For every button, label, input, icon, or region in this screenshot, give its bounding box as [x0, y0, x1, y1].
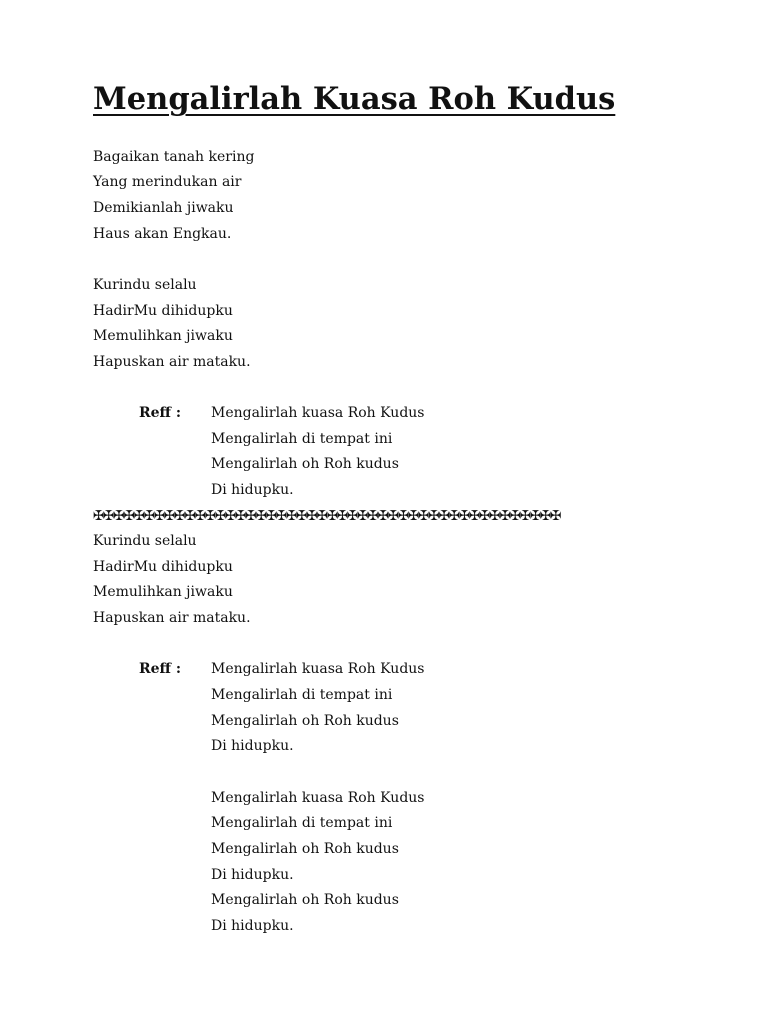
- verse3-line-1: Kurindu selalu: [93, 533, 197, 549]
- reff3-line-4: Di hidupku.: [211, 867, 294, 883]
- reff3-line-5: Mengalirlah oh Roh kudus: [211, 892, 399, 908]
- reff-label: Reff :: [139, 661, 182, 677]
- reff1-line-3: Mengalirlah oh Roh kudus: [211, 456, 399, 472]
- verse2-line-3: Memulihkan jiwaku: [93, 328, 233, 344]
- reff1-line-4: Di hidupku.: [211, 482, 294, 498]
- verse3-line-2: HadirMu dihidupku: [93, 559, 233, 575]
- verse2-line-4: Hapuskan air mataku.: [93, 354, 251, 370]
- reff1-line-1: Mengalirlah kuasa Roh Kudus: [211, 405, 425, 421]
- reff3-line-2: Mengalirlah di tempat ini: [211, 815, 393, 831]
- verse1-line-4: Haus akan Engkau.: [93, 226, 232, 242]
- reff3-line-1: Mengalirlah kuasa Roh Kudus: [211, 790, 425, 806]
- reff2-line-4: Di hidupku.: [211, 738, 294, 754]
- reff2-line-1: Mengalirlah kuasa Roh Kudus: [211, 661, 425, 677]
- reff2-line-3: Mengalirlah oh Roh kudus: [211, 713, 399, 729]
- verse3-line-3: Memulihkan jiwaku: [93, 584, 233, 600]
- verse2-line-1: Kurindu selalu: [93, 277, 197, 293]
- verse2-line-2: HadirMu dihidupku: [93, 303, 233, 319]
- cross-divider: ✠✠✠✠✠✠✠✠✠✠✠✠✠✠✠✠✠✠✠✠✠✠✠✠✠✠✠✠✠✠✠✠✠✠✠✠✠✠✠✠✠✠✠✠✠✠: [93, 508, 561, 524]
- verse1-line-3: Demikianlah jiwaku: [93, 200, 234, 216]
- reff3-line-3: Mengalirlah oh Roh kudus: [211, 841, 399, 857]
- song-title: Mengalirlah Kuasa Roh Kudus: [93, 81, 616, 117]
- reff2-line-2: Mengalirlah di tempat ini: [211, 687, 393, 703]
- verse1-line-1: Bagaikan tanah kering: [93, 149, 255, 165]
- reff-label: Reff :: [139, 405, 182, 421]
- verse1-line-2: Yang merindukan air: [93, 174, 242, 190]
- reff1-line-2: Mengalirlah di tempat ini: [211, 431, 393, 447]
- reff3-line-6: Di hidupku.: [211, 918, 294, 934]
- verse3-line-4: Hapuskan air mataku.: [93, 610, 251, 626]
